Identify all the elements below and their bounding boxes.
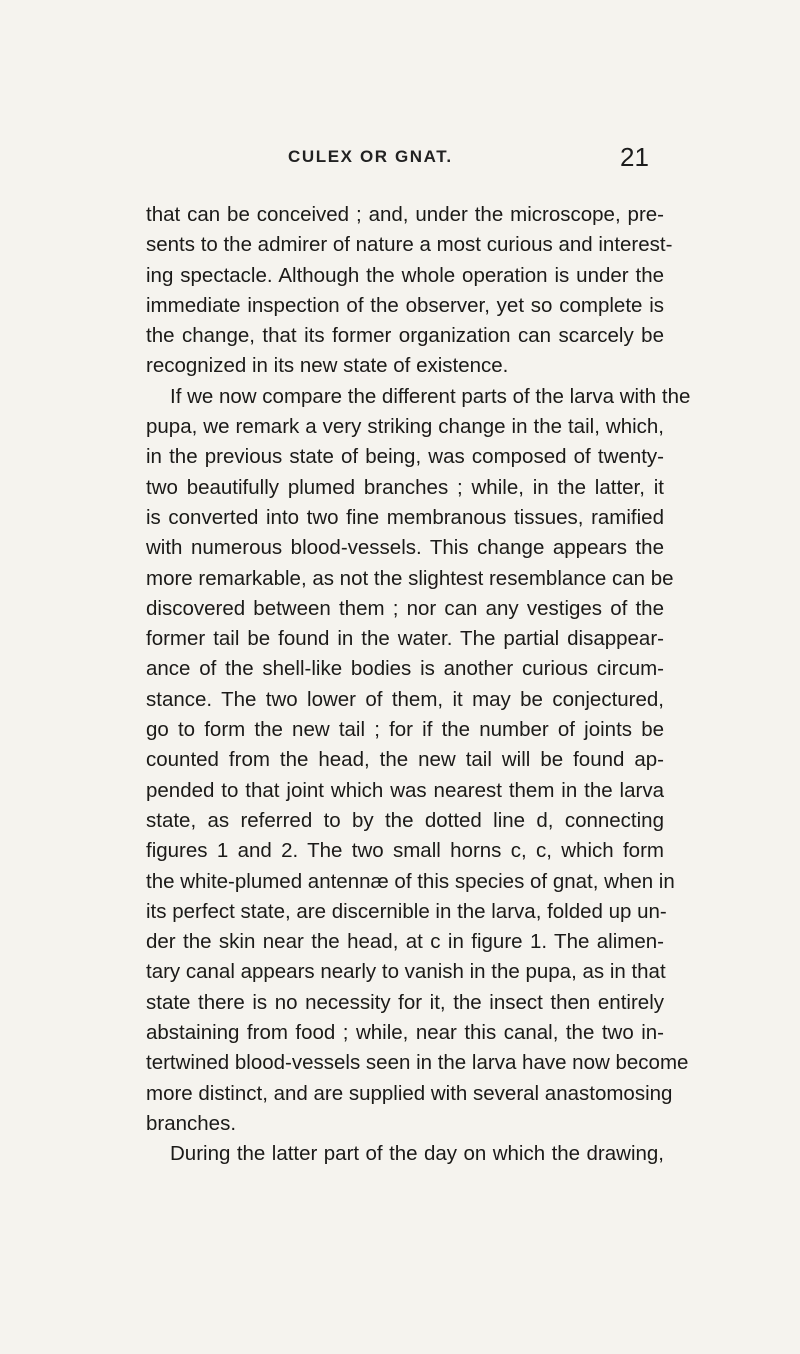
text-line: former tail be found in the water. The partial disappear-	[146, 627, 664, 651]
text-line: go to form the new tail ; for if the number of joints be	[146, 718, 664, 742]
text-line: ance of the shell-like bodies is another curious circum-	[146, 657, 664, 681]
text-line: der the skin near the head, at c in figure 1. The alimen-	[146, 930, 664, 954]
text-line: more distinct, and are supplied with several anastomosing	[146, 1081, 673, 1105]
page-number: 21	[620, 142, 649, 172]
text-line: abstaining from food ; while, near this canal, the two in-	[146, 1021, 664, 1045]
text-line: its perfect state, are discernible in the larva, folded up un-	[146, 899, 667, 923]
body-text	[146, 200, 691, 1170]
text-line: immediate inspection of the observer, yet so complete is	[146, 293, 664, 317]
text-line: pupa, we remark a very striking change in the tail, which,	[146, 415, 664, 439]
text-line: the white-plumed antennæ of this species of gnat, when in	[146, 869, 675, 893]
page-header	[0, 142, 800, 182]
text-line: is converted into two fine membranous tissues, ramified	[146, 505, 664, 529]
text-line: During the latter part of the day on which the drawing,	[170, 1142, 664, 1166]
text-line: branches.	[146, 1111, 237, 1135]
text-line: state, as referred to by the dotted line d, connecting	[146, 808, 664, 832]
text-line: that can be conceived ; and, under the microscope, pre-	[146, 203, 664, 226]
text-line: sents to the admirer of nature a most curious and interest-	[146, 233, 673, 257]
text-line: the change, that its former organization can scarcely be	[146, 324, 664, 348]
text-line: stance. The two lower of them, it may be conjectured,	[146, 687, 664, 711]
text-line: state there is no necessity for it, the insect then entirely	[146, 990, 664, 1014]
text-line: ing spectacle. Although the whole operation is under the	[146, 263, 664, 287]
text-line: with numerous blood-vessels. This change appears the	[146, 536, 664, 560]
text-line: tary canal appears nearly to vanish in the pupa, as in that	[146, 960, 666, 984]
text-line: discovered between them ; nor can any vestiges of the	[146, 596, 664, 620]
text-line: pended to that joint which was nearest them in the larva	[146, 778, 664, 802]
text-line: recognized in its new state of existence.	[146, 354, 509, 378]
text-line: tertwined blood-vessels seen in the larva have now become	[146, 1051, 689, 1075]
text-line: counted from the head, the new tail will be found ap-	[146, 748, 664, 772]
text-line: two beautifully plumed branches ; while, in the latter, it	[146, 475, 664, 499]
text-line: more remarkable, as not the slightest resemblance can be	[146, 566, 674, 590]
running-head: CULEX OR GNAT.	[288, 147, 453, 166]
text-line: If we now compare the different parts of the larva with the	[170, 384, 691, 408]
text-line: figures 1 and 2. The two small horns c, c, which form	[146, 839, 664, 863]
text-line: in the previous state of being, was composed of twenty-	[146, 445, 664, 469]
